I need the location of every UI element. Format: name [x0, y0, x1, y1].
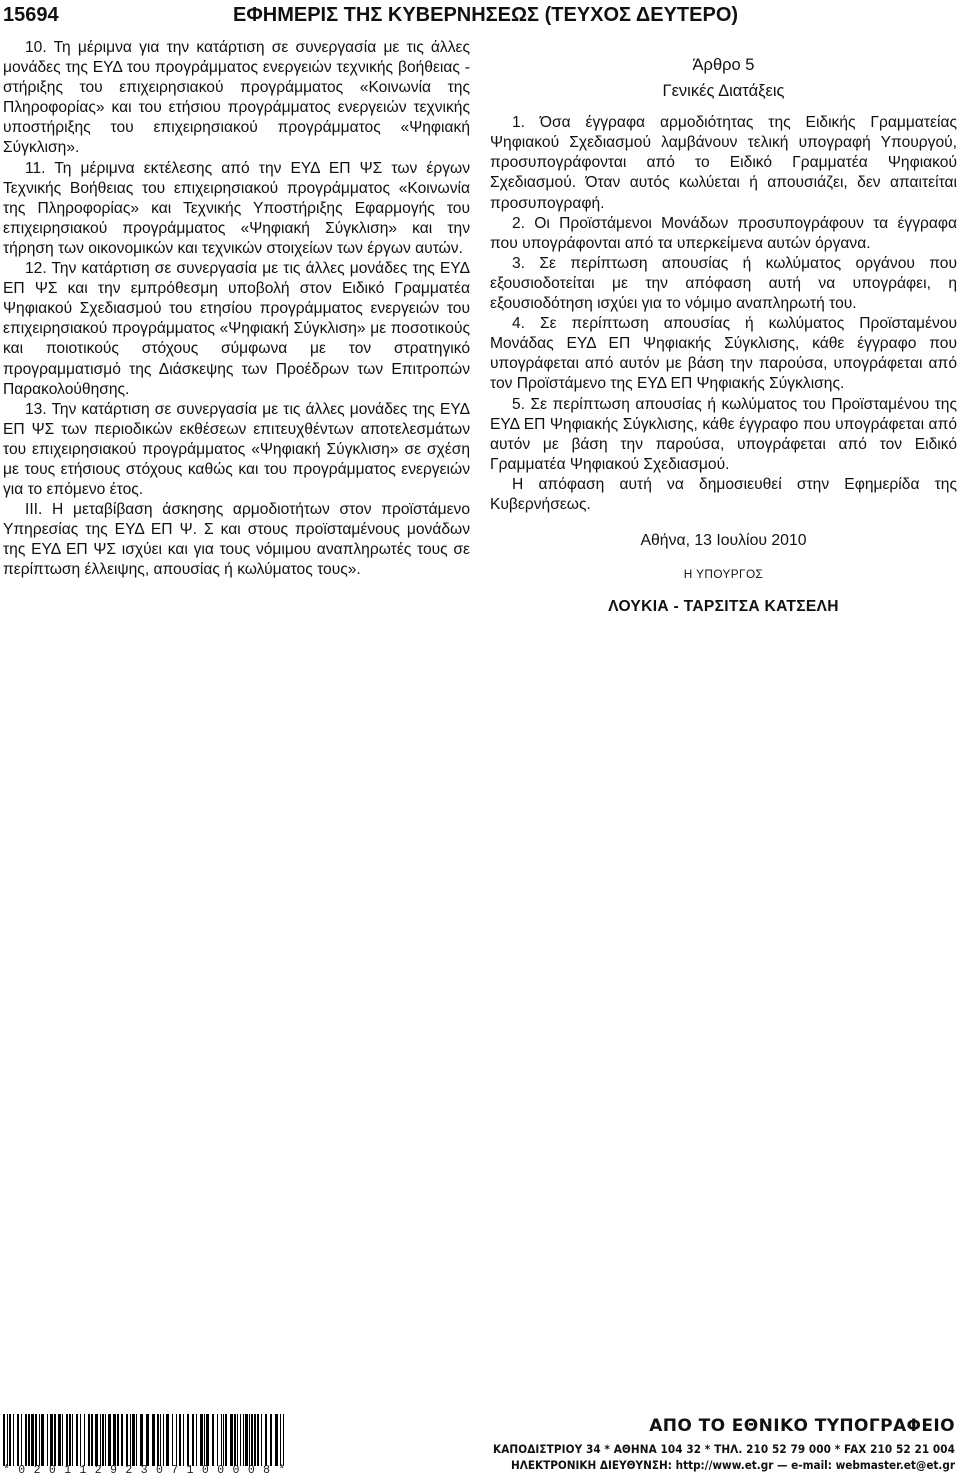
- paragraph-11: 11. Τη μέριμνα εκτέλεσης από την ΕΥΔ ΕΠ ΨΣ των έργων Τεχνικής Βοήθειας του επιχειρησιακού προγράμματος «Κοινωνία της Πληροφορίας» και Τεχνικής Υποστήριξης Εφαρμογής του επιχειρησιακού προγράμματος «Ψηφιακή Σύγκλιση» και την τήρηση των οικονομικών και τεχνικών στοιχείων των έργων αυτών.: [3, 159, 470, 257]
- provision-4: 4. Σε περίπτωση απουσίας ή κωλύματος Προϊσταμένου Μονάδας ΕΥΔ ΕΠ Ψηφιακής Σύγκλισης, κάθε έγγραφο που υπογράφεται από αυτόν με βάση την παρούσα, υπογράφεται από τον Προϊστάμενο της ΕΥΔ ΕΠ Ψηφιακής Σύγκλισης.: [490, 315, 957, 393]
- left-column: [3, 38, 470, 581]
- provision-2: 2. Οι Προϊστάμενοι Μονάδων προσυπογράφουν τα έγγραφα που υπογράφονται από τα υπερκείμενα αυτών όργανα.: [490, 214, 957, 252]
- signer-name: ΛΟΥΚΙΑ - ΤΑΡΣΙΤΣΑ ΚΑΤΣΕΛΗ: [608, 598, 839, 616]
- paragraph-10: 10. Τη μέριμνα για την κατάρτιση σε συνεργασία με τις άλλες μονάδες της ΕΥΔ του προγράμματος ενεργειών τεχνικής βοήθειας - στήριξης του επιχειρησιακού προγράμματος «Κοινωνία της Πληροφορίας» και του ετήσιου προγράμματος ενεργειών τεχνικής υποστήριξης του επιχειρησιακού προγράμματος «Ψηφιακή Σύγκλιση».: [3, 39, 470, 157]
- provision-1: 1. Όσα έγγραφα αρμοδιότητας της Ειδικής Γραμματείας Ψηφιακού Σχεδιασμού λαμβάνουν τελική υπογραφή Υπουργού, προσυπογράφονται από το Ειδικό Γραμματέα Ψηφιακού Σχεδιασμού. Όταν αυτός κωλύεται ή απουσιάζει, δεν απαιτείται προσυπογραφή.: [490, 114, 957, 212]
- signer-role: Η ΥΠΟΥΡΓΟΣ: [683, 567, 764, 582]
- provision-3: 3. Σε περίπτωση απουσίας ή κωλύματος οργάνου που εξουσιοδοτείται με την απόφαση αυτή να υπογράφει, η εξουσιοδότηση ισχύει για το νόμιμο αναπληρωτή του.: [490, 254, 957, 313]
- paragraph-12: 12. Την κατάρτιση σε συνεργασία με τις άλλες μονάδες της ΕΥΔ ΕΠ ΨΣ και την εμπρόθεσμη υποβολή στον Ειδικό Γραμματέα Ψηφιακού Σχεδιασμού του ετησίου προγράμματος ενεργειών του επιχειρησιακού προγράμματος «Ψηφιακή Σύγκλιση» με ποσοτικούς και ποιοτικούς στόχους σύμφωνα με τον στρατηγικό προγραμματισμό της Διάσκεψης των Προέδρων των Επιτροπών Παρακολούθησης.: [3, 260, 470, 398]
- publisher-web: ΗΛΕΚΤΡΟΝΙΚΗ ΔΙΕΥΘΥΝΣΗ: http://www.et.gr — e-mail: webmaster.et@et.gr: [510, 1458, 955, 1472]
- paragraph-13: 13. Την κατάρτιση σε συνεργασία με τις άλλες μονάδες της ΕΥΔ ΕΠ ΨΣ των περιοδικών εκθέσεων επιτευχθέντων αποτελεσμάτων του επιχειρησιακού προγράμματος «Ψηφιακή Σύγκλιση» σε σχέση με τους ετήσιους στόχους καθώς και του προγράμματος ενεργειών για το επόμενο έτος.: [3, 400, 470, 499]
- page-header: [0, 4, 960, 34]
- provision-5: 5. Σε περίπτωση απουσίας ή κωλύματος του Προϊσταμένου της ΕΥΔ ΕΠ Ψηφιακής Σύγκλισης, κάθε έγγραφο που υπογράφεται από αυτόν με βάση την παρούσα, υπογράφεται από τον Ειδικό Γραμματέα Ψηφιακού Σχεδιασμού.: [490, 395, 957, 473]
- publisher-name: ΑΠΟ ΤΟ ΕΘΝΙΚΟ ΤΥΠΟΓΡΑΦΕΙΟ: [649, 1416, 955, 1436]
- publisher-address: ΚΑΠΟΔΙΣΤΡΙΟΥ 34 * ΑΘΗΝΑ 104 32 * ΤΗΛ. 210 52 79 000 * FAX 210 52 21 004: [492, 1442, 955, 1456]
- paragraph-iii: ΙΙΙ. Η μεταβίβαση άσκησης αρμοδιοτήτων στον προϊστάμενο Υπηρεσίας της ΕΥΔ ΕΠ Ψ. Σ και στους προϊσταμένους μονάδων της ΕΥΔ ΕΠ ΨΣ ισχύει και για τους νόμιμου αναπληρωτές τους σε περίπτωση έλλειψης, απουσίας ή κωλύματος τους».: [3, 501, 470, 579]
- publisher-block: [430, 1416, 955, 1472]
- publication-order: Η απόφαση αυτή να δημοσιευθεί στην Εφημερίδα της Κυβερνήσεως.: [490, 475, 957, 513]
- right-column: [490, 38, 957, 617]
- barcode-digits: *02011292307100008*: [3, 1464, 294, 1477]
- article-title: Γενικές Διατάξεις: [662, 82, 785, 101]
- article-heading: Άρθρο 5: [692, 56, 755, 74]
- barcode-image: [3, 1414, 287, 1466]
- page-number: 15694: [3, 4, 59, 26]
- signing-date: Αθήνα, 13 Ιουλίου 2010: [640, 532, 807, 550]
- gazette-title: ΕΦΗΜΕΡΙΣ ΤΗΣ ΚΥΒΕΡΝΗΣΕΩΣ (ΤΕΥΧΟΣ ΔΕΥΤΕΡΟ): [233, 4, 739, 26]
